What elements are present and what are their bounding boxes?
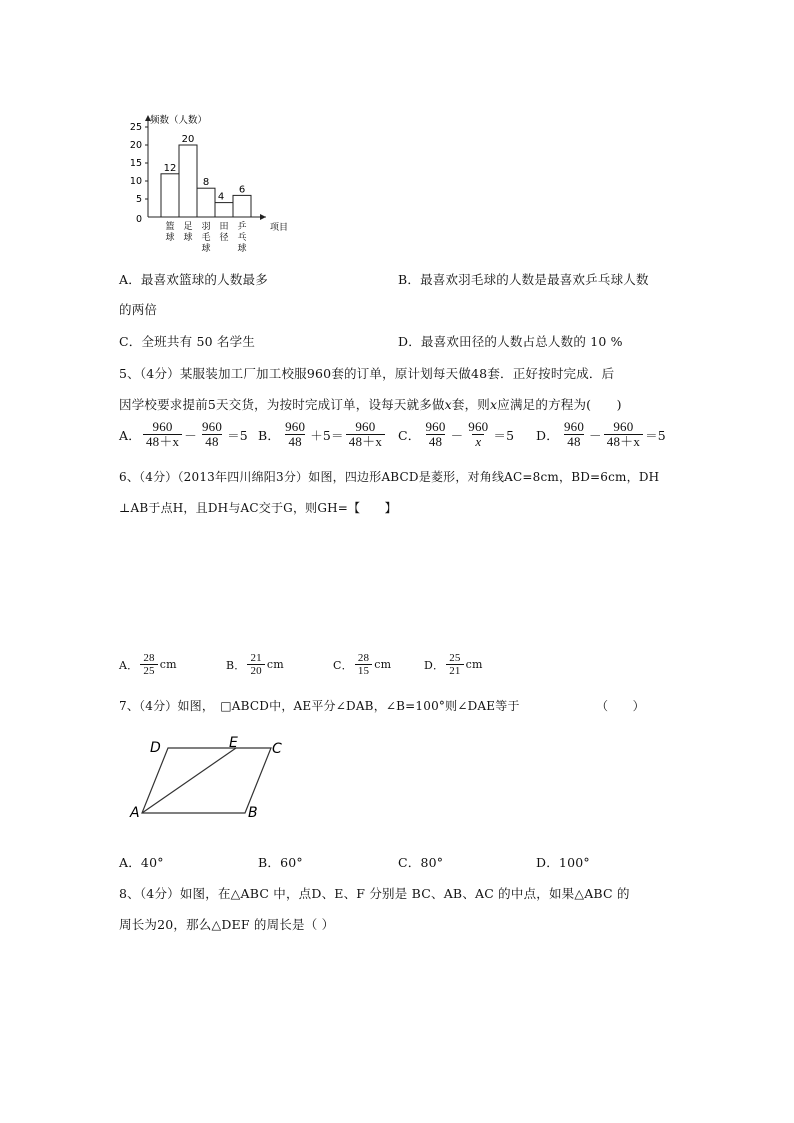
q4-option-a: A．最喜欢篮球的人数最多 [119, 272, 268, 287]
x-axis-label: 项目 [270, 223, 289, 233]
operator: － [589, 427, 602, 443]
denominator: 48＋x [604, 434, 643, 449]
q5-stem-mid: 套，则 [451, 397, 491, 412]
fraction [282, 420, 308, 450]
q7-option-a: A．40° [119, 855, 164, 870]
numerator: 960 [285, 419, 306, 434]
numerator: 960 [425, 419, 446, 434]
q5-var-x2: x [490, 397, 498, 412]
q6-b-label: B． [226, 658, 246, 672]
data-label: 6 [238, 184, 246, 196]
parallelogram-abcd [142, 748, 271, 813]
category-label-char: 毛 [201, 233, 211, 243]
bar [197, 188, 215, 217]
fraction [465, 420, 491, 450]
numerator: 28 [357, 652, 370, 664]
numerator: 960 [563, 419, 585, 434]
fraction [346, 420, 385, 450]
denominator: 21 [446, 664, 463, 677]
unit: cm [159, 658, 177, 672]
y-tick-label: 5 [135, 194, 142, 205]
category-label-char: 羽 [201, 222, 211, 232]
parallelogram-figure [128, 736, 298, 826]
data-label: 4 [217, 191, 225, 203]
fraction [446, 652, 463, 677]
operator: － [184, 427, 197, 443]
bar [215, 203, 233, 217]
denominator: 48 [285, 434, 304, 449]
vertex-label-d: D [150, 740, 161, 756]
q4-option-d: D．最喜欢田径的人数占总人数的 10 % [398, 334, 623, 349]
q5-stem-line2 [119, 395, 622, 413]
q4-option-b: B．最喜欢羽毛球的人数是最喜欢乒乓球人数 [398, 272, 649, 287]
q6-c-label: C． [333, 658, 353, 672]
category-label-char: 足 [183, 222, 193, 232]
category-label-char: 球 [237, 244, 247, 254]
q6-option-a [119, 652, 177, 677]
data-label: 12 [163, 162, 177, 174]
q5-d-label: D． [536, 427, 559, 443]
q7-stem: 7、（4分）如图， □ABCD中，AE平分∠DAB，∠B=100°则∠DAE等于 [119, 699, 520, 713]
numerator: 21 [250, 652, 262, 664]
fraction [247, 652, 264, 677]
operator: － [450, 427, 464, 443]
denominator: 48 [202, 434, 221, 449]
denominator: 48＋x [143, 434, 182, 449]
category-label-char: 乒 [237, 222, 247, 232]
y-tick-label: 0 [135, 214, 142, 225]
fraction [604, 420, 643, 450]
fraction [355, 652, 372, 677]
category-label-char: 田 [219, 222, 229, 232]
denominator: 20 [247, 664, 264, 677]
fraction [140, 652, 157, 677]
numerator: 960 [613, 419, 634, 434]
q7-option-d: D．100° [536, 855, 590, 870]
q4-option-c: C．全班共有 50 名学生 [119, 334, 256, 349]
q5-b-label: B． [258, 427, 281, 443]
unit: cm [266, 658, 284, 672]
vertex-label-e: E [229, 736, 238, 751]
denominator: 48＋x [346, 434, 385, 449]
q8-stem-line2: 周长为20，那么△DEF 的周长是（ ） [119, 917, 335, 932]
operator: ＝5 [493, 427, 515, 443]
q6-option-c [333, 652, 391, 677]
category-label-char: 径 [219, 233, 229, 243]
unit: cm [374, 658, 392, 672]
y-axis-label: 频数（人数） [150, 115, 208, 126]
q8-stem-line1: 8、（4分）如图，在△ABC 中，点D、E、F 分别是 BC、AB、AC 的中点，如果△ABC 的 [119, 886, 630, 901]
category-label-char: 球 [201, 244, 211, 254]
q5-var-x: x [444, 397, 452, 412]
x-axis-arrow [260, 214, 266, 220]
fraction [561, 420, 587, 450]
denominator: 48 [426, 434, 445, 449]
segment-ae [142, 748, 236, 813]
q5-option-d [536, 420, 666, 450]
denominator: 25 [140, 664, 157, 677]
y-tick-label: 15 [129, 158, 142, 169]
q6-stem-line1: 6、（4分）（2013年四川绵阳3分）如图，四边形ABCD是菱形，对角线AC=8cm，BD=6cm，DH [119, 470, 660, 484]
q6-d-label: D． [424, 658, 445, 672]
category-label-char: 球 [183, 233, 193, 243]
q5-a-label: A． [119, 427, 141, 443]
y-tick-label: 20 [129, 140, 142, 151]
category-label-char: 篮 [165, 222, 175, 232]
y-tick-label: 10 [129, 176, 142, 187]
vertex-label-b: B [248, 805, 258, 821]
numerator: 28 [143, 652, 155, 664]
q5-stem-text: 因学校要求提前5天交货，为按时完成订单，设每天就多做 [119, 397, 445, 412]
q6-option-d [424, 652, 483, 677]
bar [161, 174, 179, 217]
numerator: 960 [355, 419, 376, 434]
q5-option-a [119, 420, 248, 450]
q7-option-b: B．60° [258, 855, 303, 870]
q6-option-b [226, 652, 284, 677]
denominator: 15 [355, 664, 372, 677]
fraction [422, 420, 448, 450]
category-label-char: 乓 [237, 233, 247, 243]
bar [179, 145, 197, 217]
q7-answer-paren: （ ） [596, 699, 645, 713]
q6-a-label: A． [119, 658, 139, 672]
q7-option-c: C．80° [398, 855, 444, 870]
data-label: 20 [181, 134, 195, 145]
category-label-char: 球 [165, 233, 175, 243]
q4-option-b-continued: 的两倍 [119, 302, 158, 317]
q5-option-c [398, 420, 514, 450]
numerator: 960 [468, 419, 489, 434]
unit: cm [465, 658, 483, 672]
operator: ＝5 [227, 427, 248, 443]
q5-option-b [258, 420, 387, 450]
q6-stem-line2: ⊥AB于点H，且DH与AC交于G，则GH=【 】 [119, 501, 397, 515]
denominator: x [472, 434, 484, 449]
operator: ＝5 [645, 427, 666, 443]
bar [233, 195, 251, 217]
y-tick-label: 25 [129, 122, 142, 133]
fraction [199, 420, 225, 450]
data-label: 8 [202, 177, 210, 189]
numerator: 25 [449, 652, 461, 664]
vertex-label-a: A [130, 805, 140, 821]
numerator: 960 [152, 419, 173, 434]
bar-chart [118, 100, 308, 270]
numerator: 960 [201, 419, 223, 434]
denominator: 48 [564, 434, 583, 449]
q5-stem-line1: 5、（4分）某服装加工厂加工校服960套的订单，原计划每天做48套．正好按时完成．后 [119, 366, 615, 381]
q5-stem-end: 应满足的方程为( ) [497, 397, 622, 412]
vertex-label-c: C [272, 741, 282, 757]
fraction [143, 420, 182, 450]
q5-c-label: C． [398, 427, 421, 443]
operator: ＋5＝ [310, 427, 344, 443]
